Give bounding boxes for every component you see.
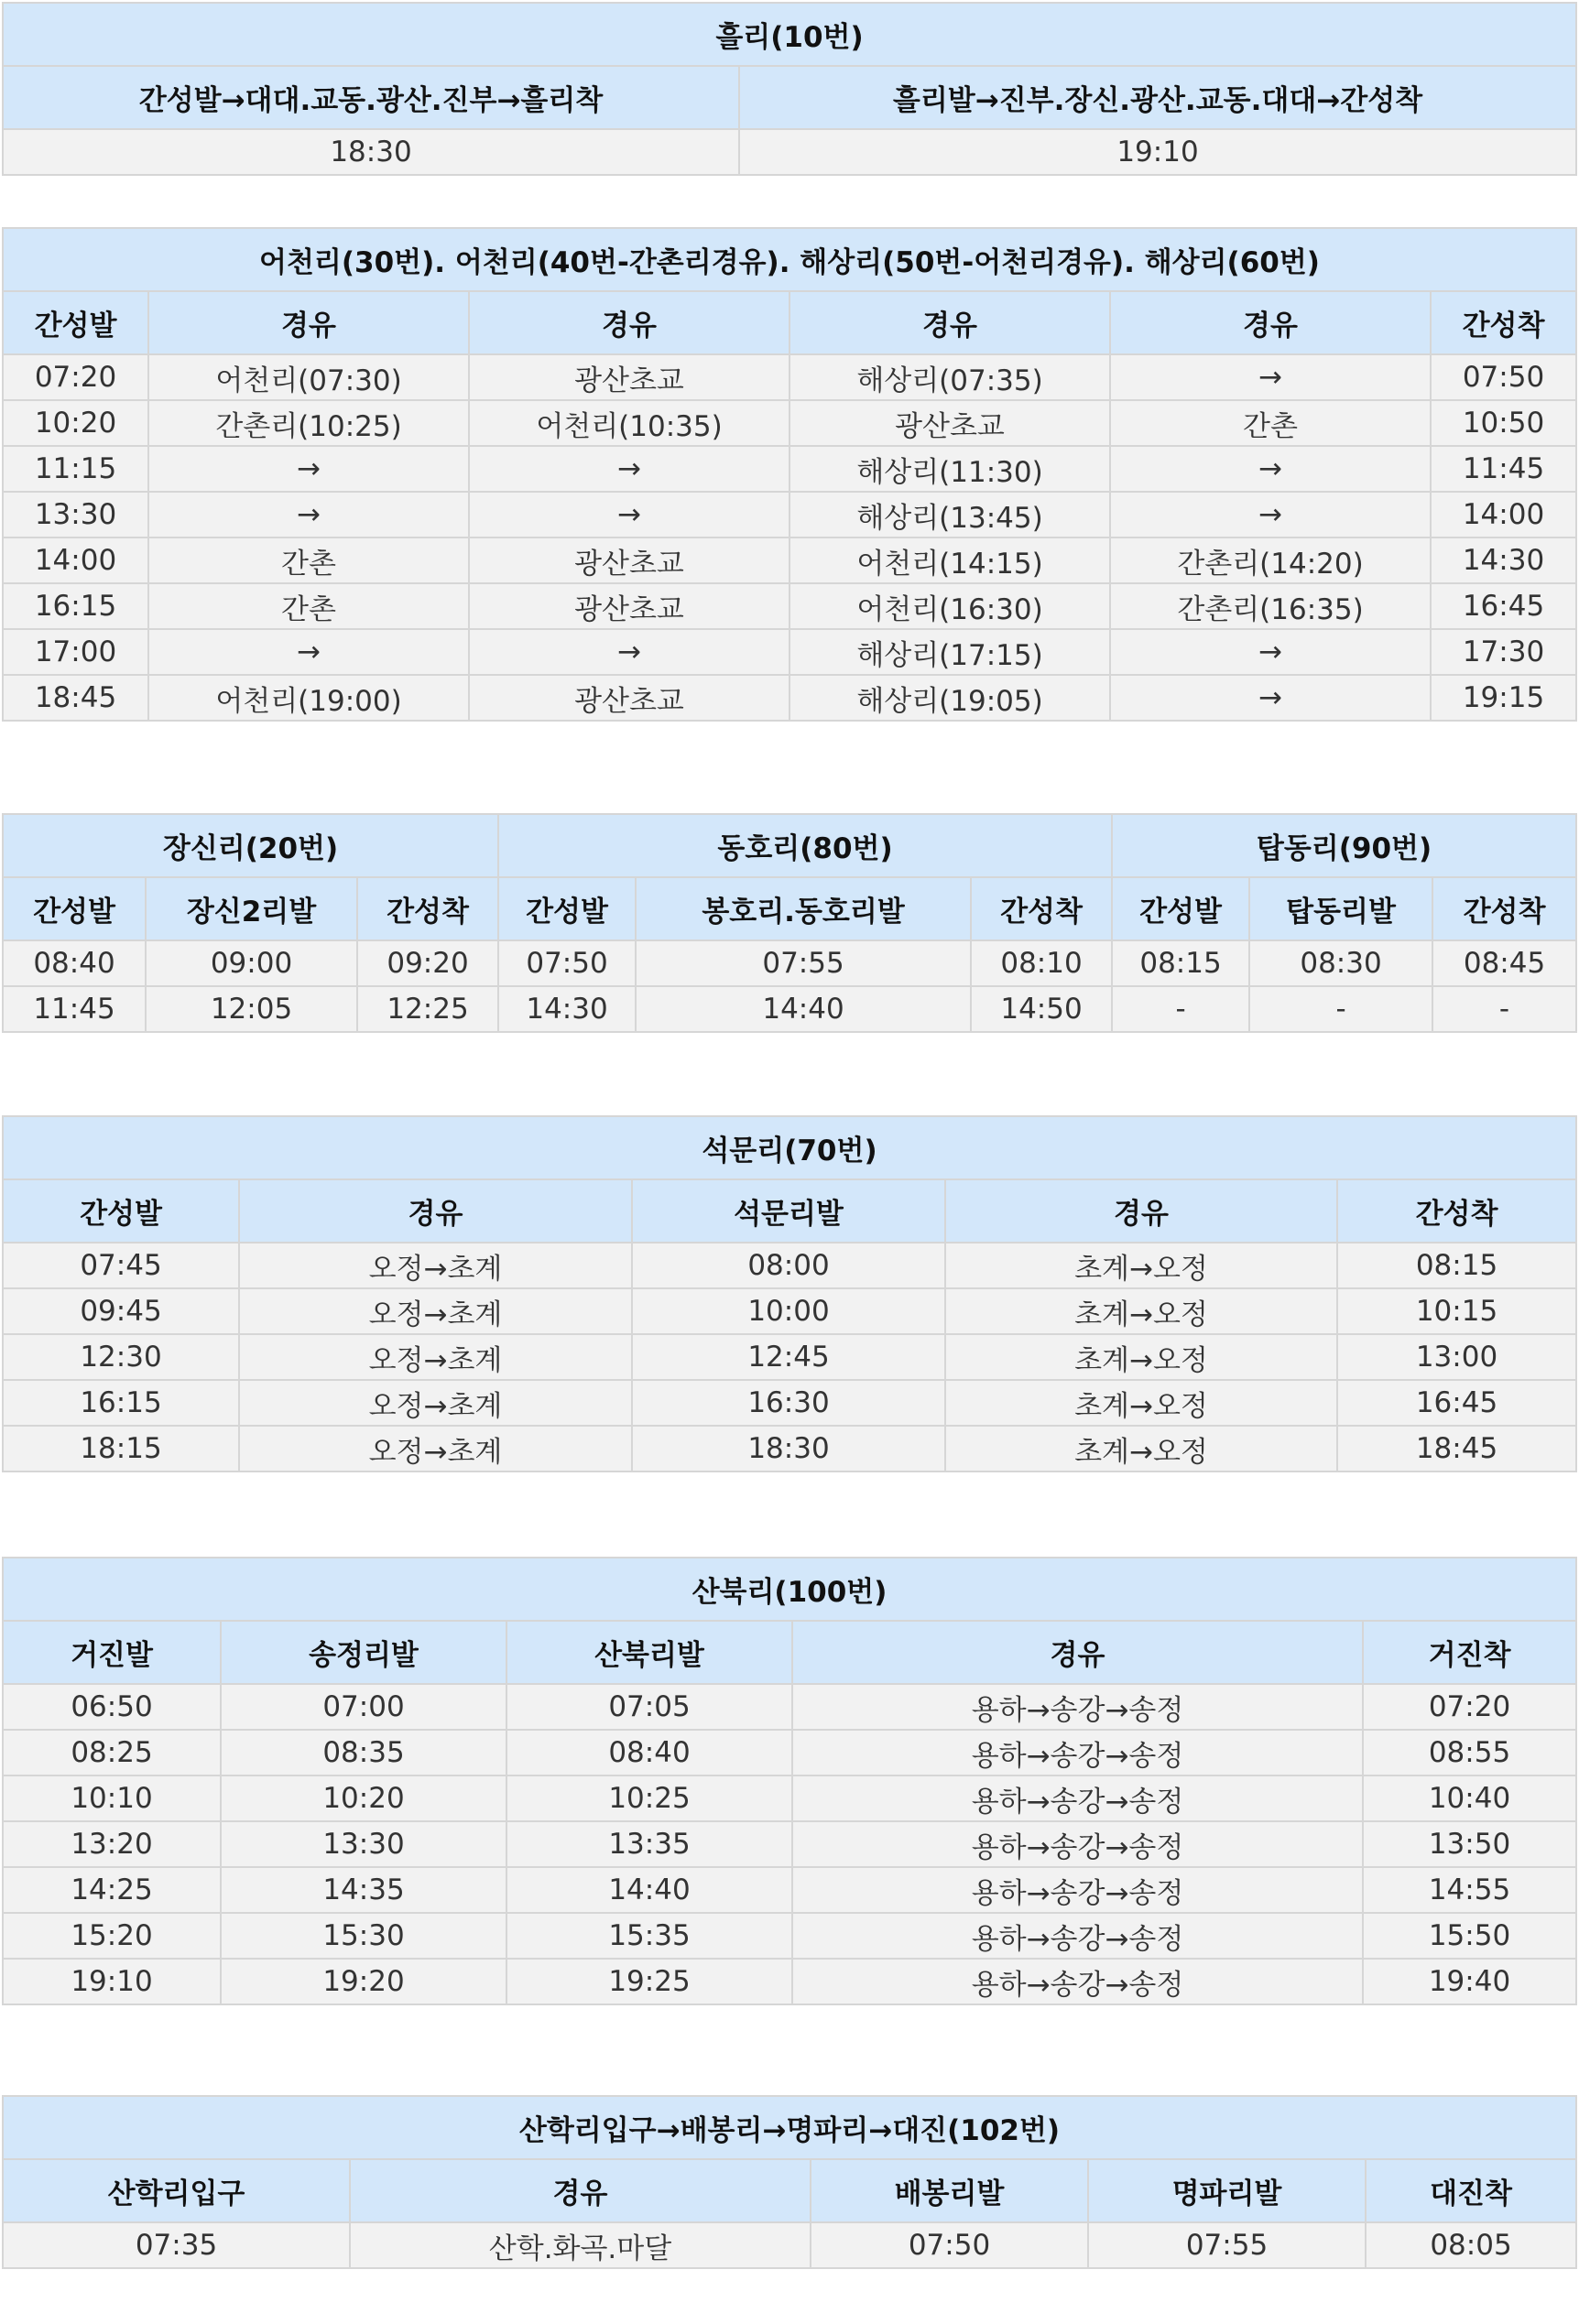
table-cell: 광산초교 <box>469 675 790 720</box>
table-cell: 13:00 <box>1337 1334 1575 1380</box>
table-cell: 용하→송강→송정 <box>792 1776 1363 1821</box>
table-cell: 10:40 <box>1363 1776 1575 1821</box>
table-cell: 13:20 <box>4 1821 221 1867</box>
table-cell: 13:35 <box>506 1821 792 1867</box>
table-cell: 08:05 <box>1366 2222 1575 2267</box>
table-cell: - <box>1432 986 1575 1031</box>
table-cell: 15:35 <box>506 1913 792 1959</box>
table-cell: 15:50 <box>1363 1913 1575 1959</box>
table-sanhakri-daejin <box>4 2097 1575 2267</box>
table-cell: 광산초교 <box>469 583 790 629</box>
table-cell: 19:25 <box>506 1959 792 2004</box>
table-cell: → <box>469 446 790 492</box>
table-title: 석문리(70번) <box>4 1117 1575 1179</box>
table-row <box>4 1730 1575 1776</box>
table-cell: 08:15 <box>1337 1243 1575 1288</box>
table-cell: 09:45 <box>4 1288 239 1334</box>
timetable-eocheonri-haesangri <box>2 227 1577 722</box>
column-header: 간성발 <box>4 877 146 940</box>
table-row <box>4 1334 1575 1380</box>
table-cell: 초계→오정 <box>945 1334 1337 1380</box>
table-cell: 10:00 <box>632 1288 945 1334</box>
table-cell: 초계→오정 <box>945 1426 1337 1471</box>
table-cell: 해상리(19:05) <box>790 675 1110 720</box>
table-cell: 13:50 <box>1363 1821 1575 1867</box>
table-row <box>4 1243 1575 1288</box>
table-title: 산학리입구→배봉리→명파리→대진(102번) <box>4 2097 1575 2159</box>
column-header: 대진착 <box>1366 2159 1575 2222</box>
table-row <box>4 492 1575 538</box>
table-row <box>4 446 1575 492</box>
table-cell: 19:40 <box>1363 1959 1575 2004</box>
group-title-donghori: 동호리(80번) <box>498 815 1112 877</box>
table-eocheonri-haesangri <box>4 229 1575 720</box>
table-cell: 10:20 <box>4 400 148 446</box>
table-cell: 어천리(19:00) <box>148 675 469 720</box>
column-header: 산북리발 <box>506 1621 792 1684</box>
table-cell: 해상리(11:30) <box>790 446 1110 492</box>
table-cell: 해상리(17:15) <box>790 629 1110 675</box>
table-cell: 11:15 <box>4 446 148 492</box>
table-cell: 광산초교 <box>469 538 790 583</box>
table-cell: 18:15 <box>4 1426 239 1471</box>
column-header: 흘리발→진부.장신.광산.교동.대대→간성착 <box>739 66 1575 129</box>
table-cell: 14:30 <box>498 986 636 1031</box>
column-header: 거진착 <box>1363 1621 1575 1684</box>
table-cell: 16:45 <box>1337 1380 1575 1426</box>
column-header: 간성발 <box>4 1179 239 1243</box>
table-cell: 14:25 <box>4 1867 221 1913</box>
table-jangsinri-donghori-tapdongri <box>4 815 1575 1031</box>
table-cell: 08:15 <box>1112 940 1249 986</box>
table-cell: 초계→오정 <box>945 1288 1337 1334</box>
table-cell: 광산초교 <box>790 400 1110 446</box>
table-cell: 09:20 <box>357 940 498 986</box>
table-cell: 08:55 <box>1363 1730 1575 1776</box>
table-cell: 07:45 <box>4 1243 239 1288</box>
table-cell: 산학.화곡.마달 <box>350 2222 811 2267</box>
column-header: 봉호리.동호리발 <box>636 877 971 940</box>
table-cell: 14:35 <box>221 1867 506 1913</box>
table-cell: 간촌리(16:35) <box>1110 583 1431 629</box>
table-cell: 17:00 <box>4 629 148 675</box>
table-seokmunri <box>4 1117 1575 1471</box>
table-cell: → <box>148 446 469 492</box>
table-cell: 어천리(14:15) <box>790 538 1110 583</box>
table-cell: 간촌 <box>148 538 469 583</box>
table-cell: 12:45 <box>632 1334 945 1380</box>
column-header: 장신2리발 <box>146 877 357 940</box>
table-row <box>4 629 1575 675</box>
table-cell: - <box>1249 986 1432 1031</box>
table-cell: → <box>1110 354 1431 400</box>
table-cell: 용하→송강→송정 <box>792 1959 1363 2004</box>
table-cell: 08:10 <box>971 940 1112 986</box>
column-header: 간성발→대대.교동.광산.진부→흘리착 <box>4 66 739 129</box>
column-header: 경유 <box>239 1179 632 1243</box>
table-sanbukri <box>4 1558 1575 2004</box>
table-row <box>4 1867 1575 1913</box>
table-cell: 07:35 <box>4 2222 350 2267</box>
table-cell: 15:20 <box>4 1913 221 1959</box>
table-cell: 08:00 <box>632 1243 945 1288</box>
table-cell: 13:30 <box>4 492 148 538</box>
table-cell: 07:00 <box>221 1684 506 1730</box>
column-header: 경유 <box>792 1621 1363 1684</box>
table-cell: - <box>1112 986 1249 1031</box>
table-cell: 08:30 <box>1249 940 1432 986</box>
table-cell: 07:05 <box>506 1684 792 1730</box>
table-cell: 07:55 <box>636 940 971 986</box>
table-row <box>4 1959 1575 2004</box>
table-cell: 16:30 <box>632 1380 945 1426</box>
table-cell: 간촌리(14:20) <box>1110 538 1431 583</box>
table-cell: 10:15 <box>1337 1288 1575 1334</box>
table-cell: 18:45 <box>1337 1426 1575 1471</box>
table-row <box>4 675 1575 720</box>
table-cell: 07:50 <box>1431 354 1575 400</box>
table-cell: 19:20 <box>221 1959 506 2004</box>
table-cell: 용하→송강→송정 <box>792 1913 1363 1959</box>
table-title: 흘리(10번) <box>4 4 1575 66</box>
table-cell: → <box>1110 675 1431 720</box>
table-row <box>4 1821 1575 1867</box>
table-cell: 12:25 <box>357 986 498 1031</box>
table-cell: 간촌 <box>148 583 469 629</box>
table-cell: 08:45 <box>1432 940 1575 986</box>
table-cell: 07:20 <box>4 354 148 400</box>
table-cell: 14:55 <box>1363 1867 1575 1913</box>
table-cell: 16:15 <box>4 1380 239 1426</box>
table-cell: 14:40 <box>506 1867 792 1913</box>
table-row <box>4 1288 1575 1334</box>
table-cell: → <box>1110 629 1431 675</box>
table-cell: 어천리(16:30) <box>790 583 1110 629</box>
group-title-tapdongri: 탑동리(90번) <box>1112 815 1575 877</box>
table-cell: 어천리(10:35) <box>469 400 790 446</box>
table-cell: 어천리(07:30) <box>148 354 469 400</box>
table-cell: 오정→초계 <box>239 1334 632 1380</box>
column-header: 산학리입구 <box>4 2159 350 2222</box>
table-cell: 11:45 <box>4 986 146 1031</box>
table-cell: 07:20 <box>1363 1684 1575 1730</box>
table-cell: 14:30 <box>1431 538 1575 583</box>
column-header: 경유 <box>469 291 790 354</box>
column-header: 간성발 <box>1112 877 1249 940</box>
column-header: 간성발 <box>498 877 636 940</box>
timetable-sanbukri <box>2 1557 1577 2005</box>
table-cell: 용하→송강→송정 <box>792 1730 1363 1776</box>
timetable-sanhakri-daejin <box>2 2095 1577 2269</box>
table-cell: 10:50 <box>1431 400 1575 446</box>
table-cell: 초계→오정 <box>945 1380 1337 1426</box>
table-cell: 간촌리(10:25) <box>148 400 469 446</box>
table-cell: → <box>469 492 790 538</box>
table-cell: 18:30 <box>632 1426 945 1471</box>
table-cell: 19:10 <box>739 129 1575 174</box>
table-row <box>4 538 1575 583</box>
table-cell: 10:25 <box>506 1776 792 1821</box>
table-cell: 13:30 <box>221 1821 506 1867</box>
table-cell: 16:45 <box>1431 583 1575 629</box>
table-cell: 14:40 <box>636 986 971 1031</box>
table-cell: 간촌 <box>1110 400 1431 446</box>
table-title: 어천리(30번). 어천리(40번-간촌리경유). 해상리(50번-어천리경유). 해상리(60번) <box>4 229 1575 291</box>
timetable-jangsinri-donghori-tapdongri <box>2 813 1577 1033</box>
table-cell: → <box>1110 492 1431 538</box>
table-cell: 12:05 <box>146 986 357 1031</box>
table-cell: 광산초교 <box>469 354 790 400</box>
table-cell: 07:50 <box>811 2222 1088 2267</box>
table-cell: → <box>148 629 469 675</box>
column-header: 경유 <box>148 291 469 354</box>
table-cell: 10:20 <box>221 1776 506 1821</box>
table-cell: 06:50 <box>4 1684 221 1730</box>
table-cell: 해상리(13:45) <box>790 492 1110 538</box>
table-cell: 19:10 <box>4 1959 221 2004</box>
table-cell: 초계→오정 <box>945 1243 1337 1288</box>
column-header: 석문리발 <box>632 1179 945 1243</box>
table-heulli <box>4 4 1575 174</box>
column-header: 배봉리발 <box>811 2159 1088 2222</box>
column-header: 경유 <box>945 1179 1337 1243</box>
table-cell: 18:45 <box>4 675 148 720</box>
timetable-seokmunri <box>2 1115 1577 1472</box>
table-row <box>4 1913 1575 1959</box>
table-cell: 08:40 <box>4 940 146 986</box>
table-cell: 오정→초계 <box>239 1243 632 1288</box>
column-header: 탑동리발 <box>1249 877 1432 940</box>
table-row <box>4 2222 1575 2267</box>
table-cell: 해상리(07:35) <box>790 354 1110 400</box>
table-cell: 오정→초계 <box>239 1426 632 1471</box>
column-header: 경유 <box>1110 291 1431 354</box>
table-cell: 15:30 <box>221 1913 506 1959</box>
table-cell: 10:10 <box>4 1776 221 1821</box>
table-cell: 16:15 <box>4 583 148 629</box>
table-row <box>4 583 1575 629</box>
table-row <box>4 940 1575 986</box>
column-header: 경유 <box>790 291 1110 354</box>
table-cell: 14:00 <box>4 538 148 583</box>
table-row <box>4 1684 1575 1730</box>
column-header: 간성착 <box>971 877 1112 940</box>
group-title-jangsinri: 장신리(20번) <box>4 815 498 877</box>
table-cell: 07:55 <box>1088 2222 1366 2267</box>
table-cell: 12:30 <box>4 1334 239 1380</box>
table-cell: 14:00 <box>1431 492 1575 538</box>
table-cell: 용하→송강→송정 <box>792 1684 1363 1730</box>
table-row <box>4 1380 1575 1426</box>
table-row <box>4 1776 1575 1821</box>
table-cell: 09:00 <box>146 940 357 986</box>
table-row <box>4 400 1575 446</box>
column-header: 명파리발 <box>1088 2159 1366 2222</box>
table-cell: → <box>1110 446 1431 492</box>
table-cell: 용하→송강→송정 <box>792 1867 1363 1913</box>
table-cell: 용하→송강→송정 <box>792 1821 1363 1867</box>
table-cell: 오정→초계 <box>239 1380 632 1426</box>
table-row <box>4 986 1575 1031</box>
column-header: 간성착 <box>1432 877 1575 940</box>
table-cell: 07:50 <box>498 940 636 986</box>
column-header: 송정리발 <box>221 1621 506 1684</box>
table-cell: 17:30 <box>1431 629 1575 675</box>
table-cell: 08:35 <box>221 1730 506 1776</box>
column-header: 간성발 <box>4 291 148 354</box>
column-header: 경유 <box>350 2159 811 2222</box>
table-row <box>4 1426 1575 1471</box>
table-cell: → <box>469 629 790 675</box>
column-header: 거진발 <box>4 1621 221 1684</box>
table-cell: 11:45 <box>1431 446 1575 492</box>
column-header: 간성착 <box>357 877 498 940</box>
table-cell: 14:50 <box>971 986 1112 1031</box>
table-cell: 08:40 <box>506 1730 792 1776</box>
table-title: 산북리(100번) <box>4 1558 1575 1621</box>
timetable-heulli <box>2 2 1577 176</box>
table-cell: 오정→초계 <box>239 1288 632 1334</box>
column-header: 간성착 <box>1431 291 1575 354</box>
table-cell: 19:15 <box>1431 675 1575 720</box>
table-cell: 18:30 <box>4 129 739 174</box>
column-header: 간성착 <box>1337 1179 1575 1243</box>
table-row <box>4 354 1575 400</box>
table-cell: → <box>148 492 469 538</box>
table-row <box>4 129 1575 174</box>
table-cell: 08:25 <box>4 1730 221 1776</box>
